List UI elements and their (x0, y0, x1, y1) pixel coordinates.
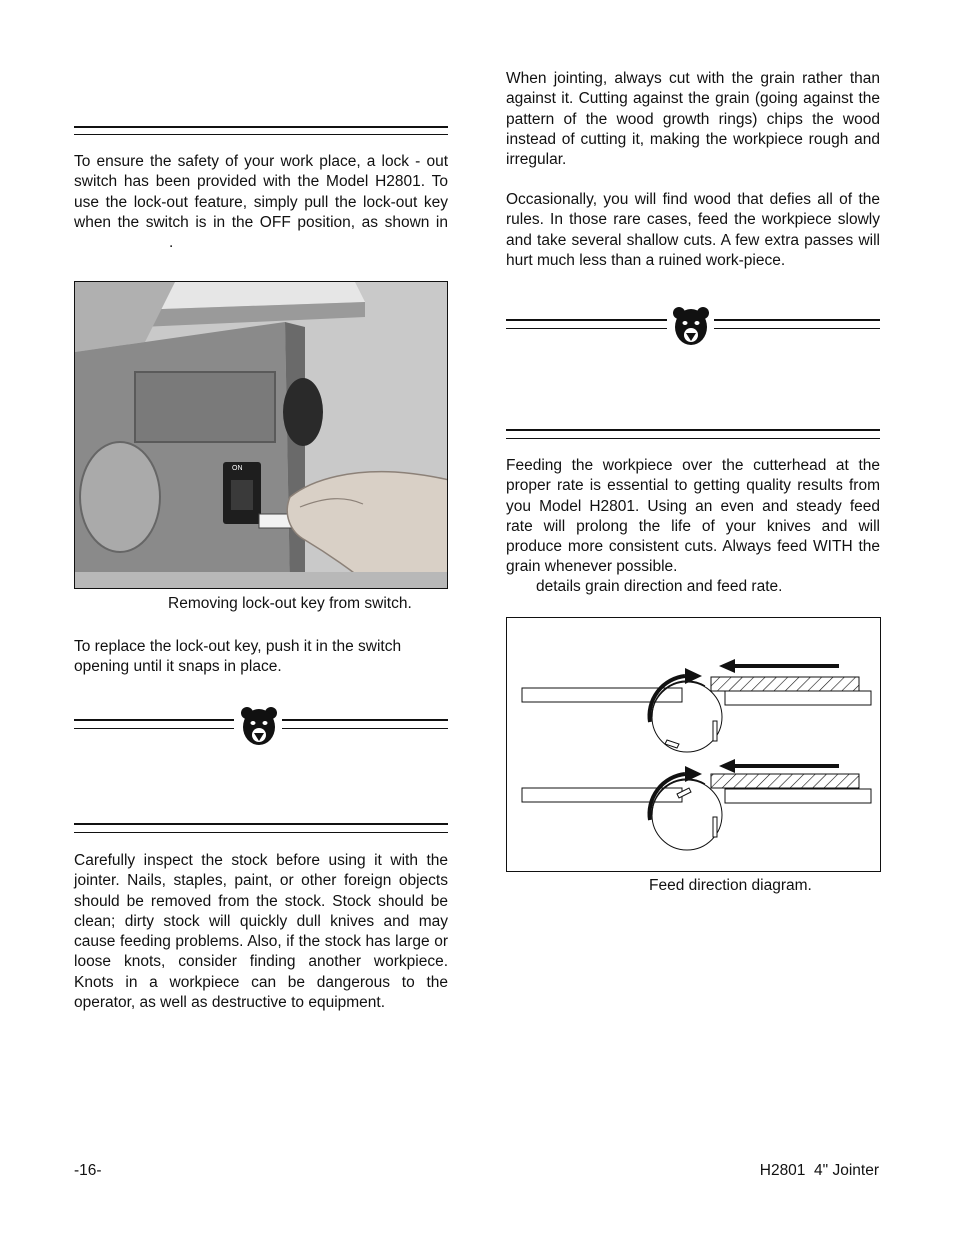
bear-logo-icon (671, 305, 711, 347)
grain-paragraph: When jointing, always cut with the grain rather than against it. Cutting against the grain (going against the pattern of the wood growth rings) chips the wood instead of cutting it, making the workpiece rough and irregular. (506, 70, 880, 169)
stock-inspection-paragraph: Carefully inspect the stock before using it with the jointer. Nails, staples, paint, or other foreign objects should be removed from the stock. Stock should be clean; dirty stock will quickly dull knives and may cause feeding problems. Also, if the stock has large or loose knots, consider finding another workpiece. Knots in a workpiece can be dangerous to the operator, as well as destructive to equipment. (74, 852, 448, 1012)
photo-caption: Removing lock-out key from switch. (168, 595, 412, 612)
section-rule-lockout (74, 126, 448, 128)
feed-diagram-drawing (507, 618, 879, 870)
lockout-photo-illustration (75, 282, 448, 589)
bear-divider-left-b (74, 728, 234, 729)
feed-rate-paragraph: Feeding the workpiece over the cutterhead at the proper rate is essential to getting quality results from you Model H2801. Using an even and steady feed rate will prolong the life of your knives and will produce more consistent cuts. Always feed WITH the grain whenever possible. (506, 457, 880, 576)
section-rule-stock-thin (74, 832, 448, 833)
section-rule-stock (74, 823, 448, 825)
bear-divider-right-c (714, 319, 880, 321)
footer-model: H2801 4" Jointer (759, 1162, 879, 1179)
difficult-wood-paragraph: Occasionally, you will find wood that defies all of the rules. In those rare cases, feed the workpiece slowly and take several shallow cuts. A few extra passes will hurt much less than a ruined work-piece. (506, 191, 880, 269)
switch-on-label: ON (232, 465, 243, 472)
diagram-caption: Feed direction diagram. (649, 877, 812, 894)
feed-diagram-bottom (522, 759, 871, 850)
bear-divider-left-d (282, 728, 448, 729)
lockout-switch-photo (74, 281, 448, 589)
lockout-paragraph: To ensure the safety of your work place, a lock - out switch has been provided with the Model H2801. To use the lock-out feature, simply pull the lock-out key when the switch is in the OFF position, as shown in. (74, 153, 448, 252)
bear-divider-left-c (282, 719, 448, 721)
section-rule-feed (506, 429, 880, 431)
page-number: -16- (74, 1162, 102, 1179)
feed-diagram-top (522, 659, 871, 752)
section-rule-lockout-thin (74, 134, 448, 135)
bear-divider-right-d (714, 328, 880, 329)
bear-logo-icon (239, 705, 279, 747)
bear-divider-right-a (506, 319, 667, 321)
bear-divider-left-a (74, 719, 234, 721)
feed-rate-paragraph-tail: details grain direction and feed rate. (536, 578, 783, 595)
feed-direction-diagram (506, 617, 881, 872)
section-rule-feed-thin (506, 438, 880, 439)
replace-key-paragraph: To replace the lock-out key, push it in the switch opening until it snaps in place. (74, 638, 402, 676)
bear-divider-right-b (506, 328, 667, 329)
